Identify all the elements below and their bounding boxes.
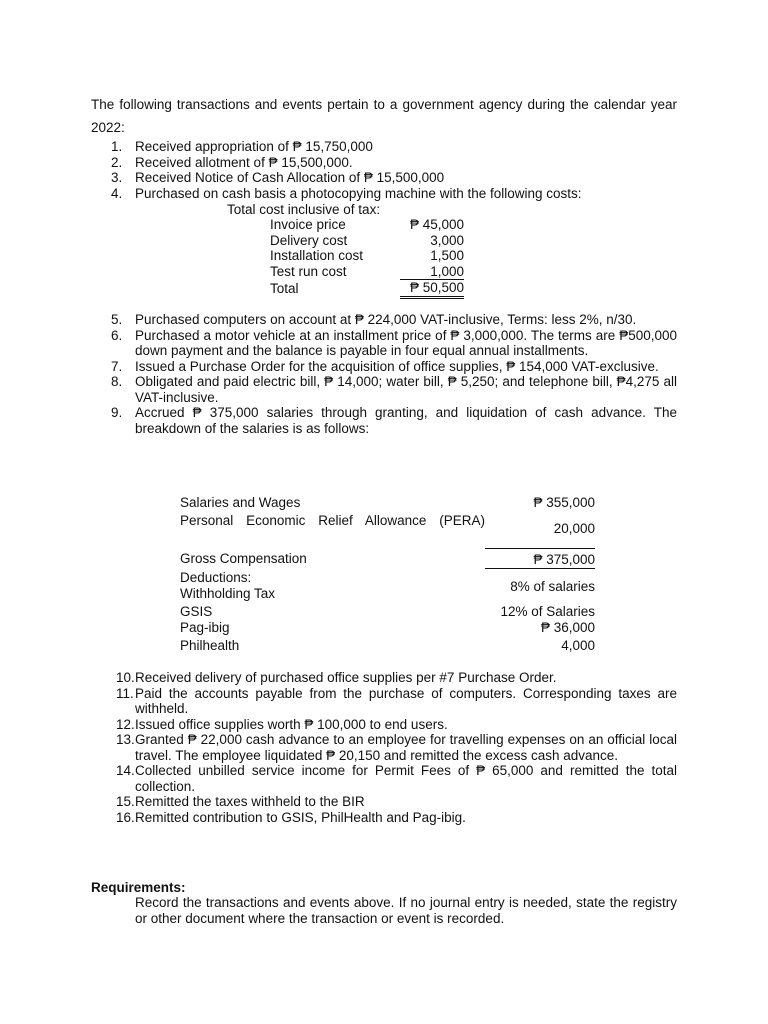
list-item: 8. Obligated and paid electric bill, ₱ 14,000; water bill, ₱ 5,250; and telephone bill, ₱4,275 all VAT-inclusive. bbox=[111, 374, 677, 405]
list-item: 12. Issued office supplies worth ₱ 100,000 to end users. bbox=[116, 716, 448, 732]
salary-label: Personal Economic Relief Allowance (PERA) bbox=[180, 513, 485, 528]
salary-label: Gross Compensation bbox=[180, 551, 307, 566]
cost-label: Test run cost bbox=[270, 263, 347, 279]
list-item: 9. Accrued ₱ 375,000 salaries through granting, and liquidation of cash advance. The breakdown of the salaries is as follows: bbox=[111, 405, 677, 436]
salary-label: GSIS bbox=[180, 604, 213, 619]
salary-value: ₱ 375,000 bbox=[485, 548, 595, 568]
salary-value: ₱ 355,000 bbox=[533, 495, 595, 510]
table-row bbox=[180, 568, 595, 602]
transaction-list-5-9 bbox=[91, 312, 677, 436]
list-item: 11. Paid the accounts payable from the purchase of computers. Corresponding taxes are withheld. bbox=[116, 685, 677, 716]
cost-total-value: ₱ 50,500 bbox=[400, 280, 464, 298]
salary-value: 8% of salaries bbox=[510, 578, 595, 594]
list-item: 4. Purchased on cash basis a photocopying machine with the following costs: bbox=[111, 185, 582, 201]
table-row bbox=[270, 264, 464, 280]
table-row bbox=[180, 602, 595, 620]
table-row bbox=[270, 233, 464, 249]
list-item: 16. Remitted contribution to GSIS, PhilHealth and Pag-ibig. bbox=[116, 809, 466, 825]
salary-label: Salaries and Wages bbox=[180, 495, 301, 510]
transaction-list-10-16 bbox=[91, 670, 677, 825]
cost-label: Delivery cost bbox=[270, 232, 348, 248]
cost-label: Installation cost bbox=[270, 248, 364, 263]
intro-paragraph: The following transactions and events pertain to a government agency during the calendar year 2022: bbox=[91, 97, 677, 135]
cost-value: 3,000 bbox=[430, 232, 464, 248]
list-item: 6. Purchased a motor vehicle at an installment price of ₱ 3,000,000. The terms are ₱500,000 down payment and the balance is payable in four equal annual installments. bbox=[111, 327, 677, 358]
table-row bbox=[270, 248, 464, 264]
cost-label: Total bbox=[270, 280, 299, 296]
list-item: 13. Granted ₱ 22,000 cash advance to an employee for travelling expenses on an official local travel. The employee liquidated ₱ 20,150 and remitted the excess cash advance. bbox=[116, 732, 677, 763]
salary-value: 4,000 bbox=[561, 638, 595, 653]
table-row bbox=[270, 280, 464, 298]
table-row bbox=[180, 620, 595, 638]
list-item: 2. Received allotment of ₱ 15,500,000. bbox=[111, 154, 353, 170]
salary-label: Pag-ibig bbox=[180, 620, 230, 635]
cost-table-heading: Total cost inclusive of tax: bbox=[227, 202, 381, 217]
list-item: 14. Collected unbilled service income for Permit Fees of ₱ 65,000 and remitted the total collection. bbox=[116, 763, 677, 794]
salary-value: 12% of Salaries bbox=[500, 604, 595, 619]
list-item: 5. Purchased computers on account at ₱ 224,000 VAT-inclusive, Terms: less 2%, n/30. bbox=[111, 312, 637, 327]
salary-label: Philhealth bbox=[180, 638, 240, 653]
list-item: 15. Remitted the taxes withheld to the BIR bbox=[116, 794, 365, 809]
table-row bbox=[180, 513, 595, 548]
requirements-title: Requirements: bbox=[91, 880, 186, 895]
salary-label: Deductions: Withholding Tax bbox=[180, 570, 276, 601]
cost-value: ₱ 45,000 bbox=[409, 217, 464, 232]
list-item: 7. Issued a Purchase Order for the acquisition of office supplies, ₱ 154,000 VAT-exclusive. bbox=[111, 358, 659, 374]
salary-table bbox=[180, 495, 595, 656]
cost-value: 1,500 bbox=[430, 248, 464, 263]
list-item: 1. Received appropriation of ₱ 15,750,000 bbox=[111, 139, 373, 154]
requirements-text: Record the transactions and events above. If no journal entry is needed, state the registry or other document where the transaction or event is recorded. bbox=[135, 895, 677, 926]
transaction-list-1-4 bbox=[91, 139, 677, 201]
table-row bbox=[180, 495, 595, 513]
salary-value: ₱ 36,000 bbox=[540, 620, 595, 635]
table-row bbox=[180, 638, 595, 656]
salary-value: 20,000 bbox=[485, 513, 595, 548]
list-item: 10. Received delivery of purchased office supplies per #7 Purchase Order. bbox=[116, 670, 557, 685]
table-row bbox=[180, 548, 595, 568]
cost-label: Invoice price bbox=[270, 217, 346, 232]
cost-value: 1,000 bbox=[400, 264, 464, 280]
cost-table bbox=[270, 217, 464, 299]
list-item: 3. Received Notice of Cash Allocation of ₱ 15,500,000 bbox=[111, 170, 445, 185]
table-row bbox=[270, 217, 464, 233]
